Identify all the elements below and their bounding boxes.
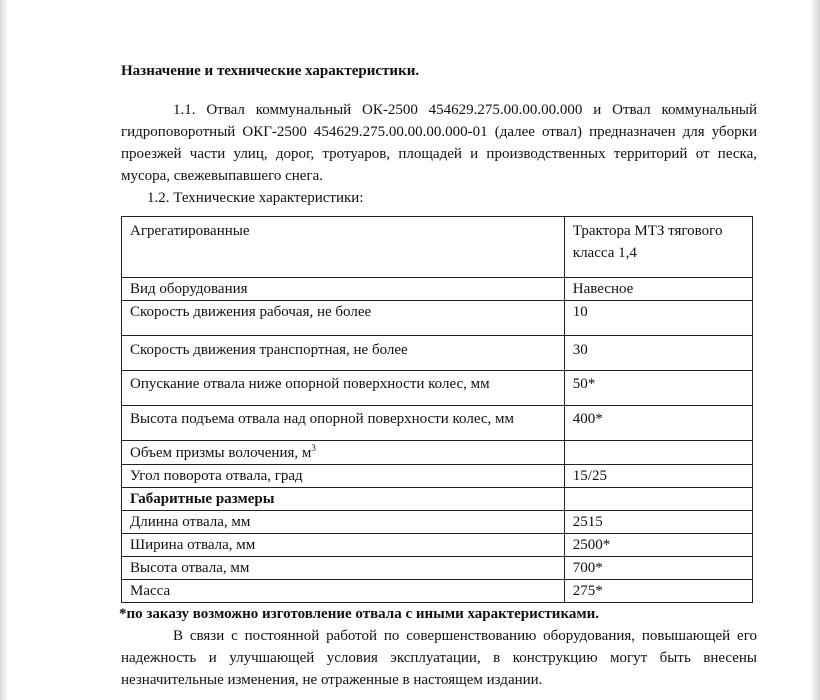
table-row (122, 511, 753, 534)
page-edge-shadow-right (810, 0, 820, 700)
table-cell-label: Агрегатированные (122, 217, 565, 278)
table-cell-value: 275* (564, 580, 752, 603)
table-row (122, 406, 753, 441)
table-cell-value: Трактора МТЗ тягового класса 1,4 (564, 217, 752, 278)
table-row (122, 441, 753, 465)
table-row (122, 371, 753, 406)
table-cell-value: 10 (564, 301, 752, 336)
page-edge-shadow-left (0, 0, 8, 700)
table-cell-value: 400* (564, 406, 752, 441)
table-row (122, 217, 753, 278)
table-section-row (122, 488, 753, 511)
table-cell-label: Скорость движения транспортная, не более (122, 336, 565, 371)
table-cell-label (122, 441, 565, 465)
table-cell-label: Высота подъема отвала над опорной поверхности колес, мм (122, 406, 565, 441)
paragraph-1-2: 1.2. Технические характеристики: (147, 190, 364, 206)
table-cell-value (564, 441, 752, 465)
table-cell-value: 2515 (564, 511, 752, 534)
table-cell-value: 2500* (564, 534, 752, 557)
document-body (121, 60, 757, 691)
specifications-table (121, 216, 753, 603)
table-row (122, 278, 753, 301)
table-row (122, 336, 753, 371)
table-cell-label: Скорость движения рабочая, не более (122, 301, 565, 336)
table-cell-value (564, 488, 752, 511)
table-row (122, 534, 753, 557)
table-row (122, 465, 753, 488)
table-section-label: Габаритные размеры (122, 488, 565, 511)
table-cell-value: 50* (564, 371, 752, 406)
table-cell-label: Опускание отвала ниже опорной поверхности колес, мм (122, 371, 565, 406)
table-cell-value: 700* (564, 557, 752, 580)
table-cell-label: Вид оборудования (122, 278, 565, 301)
table-row (122, 557, 753, 580)
table-cell-label: Масса (122, 580, 565, 603)
table-cell-label: Ширина отвала, мм (122, 534, 565, 557)
table-cell-label: Угол поворота отвала, град (122, 465, 565, 488)
table-row (122, 580, 753, 603)
table-cell-value: Навесное (564, 278, 752, 301)
table-cell-label: Длинна отвала, мм (122, 511, 565, 534)
table-cell-label: Высота отвала, мм (122, 557, 565, 580)
table-cell-label-text: Объем призмы волочения, м (130, 445, 312, 461)
paragraph-1-1: 1.1. Отвал коммунальный ОК-2500 454629.275.00.00.00.000 и Отвал коммунальный гидроповоротный ОКГ-2500 454629.275.00.00.00.000-01 (далее отвал) предназначен для уборки проезжей части улиц, дорог, тротуаров, площадей и производственных территорий от песка, мусора, свежевыпавшего снега. (121, 102, 757, 184)
table-cell-value: 30 (564, 336, 752, 371)
table-cell-value: 15/25 (564, 465, 752, 488)
table-footnote: *по заказу возможно изготовление отвала с иными характеристиками. (119, 606, 599, 622)
table-row (122, 301, 753, 336)
section-heading: Назначение и технические характеристики. (121, 63, 420, 79)
superscript: 3 (311, 443, 316, 453)
closing-paragraph: В связи с постоянной работой по совершенствованию оборудования, повышающей его надежность и улучшающей условия эксплуатации, в конструкцию могут быть внесены незначительные изменения, не отраженные в настоящем издании. (121, 628, 757, 688)
